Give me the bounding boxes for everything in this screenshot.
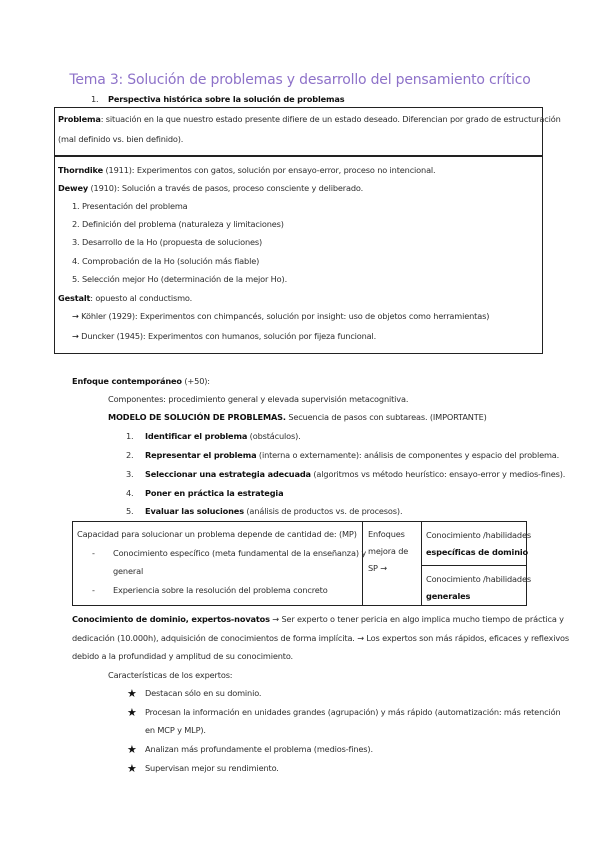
gestalt-text: : opuesto al conductismo. xyxy=(90,293,193,303)
gestalt-line xyxy=(58,293,192,304)
dewey-step: 4. Comprobación de la Ho (solución más fiable) xyxy=(72,256,260,266)
expertos-text: → Ser experto o tener pericia en algo implica mucho tiempo de práctica y xyxy=(269,614,564,624)
modelo-step-term: Poner en práctica la estrategia xyxy=(145,488,284,498)
enfoque-suffix: (+50): xyxy=(181,376,210,386)
star-icon: ★ xyxy=(127,743,137,756)
modelo-step-number: 3. xyxy=(126,469,134,479)
thorndike-term: Thorndike xyxy=(58,165,104,175)
kohler-line xyxy=(72,311,489,322)
problema-term: Problema xyxy=(58,114,101,124)
modelo-step-text: (algoritmos vs método heurístico: ensayo-error y medios-fines). xyxy=(310,469,566,479)
star-icon: ★ xyxy=(127,706,137,719)
problema-line2: (mal definido vs. bien definido). xyxy=(58,134,184,144)
enfoques-text: Enfoques xyxy=(368,529,405,539)
kohler-text: Köhler (1929): Experimentos con chimpancés, solución por insight: uso de objetos como herramientas) xyxy=(81,311,490,321)
dewey-line xyxy=(58,183,363,194)
expertos-line1 xyxy=(72,614,564,625)
table-divider xyxy=(421,565,527,566)
modelo-step xyxy=(145,431,301,442)
modelo-step-term: Identificar el problema xyxy=(145,431,248,441)
modelo-step xyxy=(145,488,283,499)
gestalt-term: Gestalt xyxy=(58,293,91,303)
bullet2-text: Experiencia sobre la resolución del problema concreto xyxy=(113,585,328,595)
enfoque-heading xyxy=(72,376,210,387)
experto-item: Supervisan mejor su rendimiento. xyxy=(145,763,279,773)
modelo-line xyxy=(108,412,487,423)
modelo-step-number: 2. xyxy=(126,450,134,460)
modelo-step-term: Representar el problema xyxy=(145,450,257,460)
dewey-step: 3. Desarrollo de la Ho (propuesta de soluciones) xyxy=(72,237,263,247)
table-divider xyxy=(421,521,422,606)
section-number: 1. xyxy=(91,94,99,104)
duncker-line xyxy=(72,331,376,342)
arrow-icon: → xyxy=(72,311,79,321)
modelo-step-term: Evaluar las soluciones xyxy=(145,506,244,516)
capacidad-text: Capacidad para solucionar un problema depende de cantidad de: (MP) xyxy=(77,529,357,539)
experto-item: Analizan más profundamente el problema (medios-fines). xyxy=(145,744,373,754)
bullet1-cont: general xyxy=(113,566,144,576)
modelo-step xyxy=(145,469,565,480)
arrow-icon: → xyxy=(72,331,79,341)
caracteristicas-heading: Características de los expertos: xyxy=(108,670,233,680)
dewey-text: (1910): Solución a través de pasos, proceso consciente y deliberado. xyxy=(90,183,364,193)
problema-definition: : situación en la que nuestro estado presente difiere de un estado deseado. Diferencian por grado de estructuración xyxy=(100,114,561,124)
generales-term: generales xyxy=(426,591,471,601)
especificas-term: específicas de dominio xyxy=(426,547,529,557)
bullet-dash: - xyxy=(92,548,95,558)
star-icon: ★ xyxy=(127,687,137,700)
dewey-step: 1. Presentación del problema xyxy=(72,201,188,211)
enfoques-text: mejora de xyxy=(368,546,409,556)
modelo-step xyxy=(145,450,559,461)
modelo-term: MODELO DE SOLUCIÓN DE PROBLEMAS. xyxy=(108,412,286,422)
especificas-label: Conocimiento /habilidades xyxy=(426,530,531,540)
problema-line1 xyxy=(58,114,561,125)
dewey-term: Dewey xyxy=(58,183,89,193)
dewey-step: 2. Definición del problema (naturaleza y limitaciones) xyxy=(72,219,284,229)
dewey-step: 5. Selección mejor Ho (determinación de la mejor Ho). xyxy=(72,274,288,284)
modelo-step-number: 4. xyxy=(126,488,134,498)
modelo-step xyxy=(145,506,402,517)
componentes-text: Componentes: procedimiento general y elevada supervisión metacognitiva. xyxy=(108,394,409,404)
experto-item: Procesan la información en unidades grandes (agrupación) y más rápido (automatización: más retención xyxy=(145,707,561,717)
modelo-step-term: Seleccionar una estrategia adecuada xyxy=(145,469,311,479)
page-title: Tema 3: Solución de problemas y desarrollo del pensamiento crítico xyxy=(69,72,531,88)
thorndike-line xyxy=(58,165,436,176)
duncker-text: Duncker (1945): Experimentos con humanos, solución por fijeza funcional. xyxy=(81,331,377,341)
generales-label: Conocimiento /habilidades xyxy=(426,574,531,584)
expertos-line2: dedicación (10.000h), adquisición de conocimientos de forma implícita. → Los expertos son más rápidos, eficaces y reflexivos xyxy=(72,633,569,643)
star-icon: ★ xyxy=(127,762,137,775)
expertos-line3: debido a la profundidad y amplitud de su conocimiento. xyxy=(72,651,293,661)
modelo-step-text: (interna o externamente): análisis de componentes y espacio del problema. xyxy=(256,450,560,460)
modelo-step-text: (obstáculos). xyxy=(247,431,301,441)
thorndike-text: (1911): Experimentos con gatos, solución por ensayo-error, proceso no intencional. xyxy=(105,165,436,175)
modelo-text: Secuencia de pasos con subtareas. (IMPORTANTE) xyxy=(285,412,487,422)
experto-item: Destacan sólo en su dominio. xyxy=(145,688,262,698)
expertos-term: Conocimiento de dominio, expertos-novatos xyxy=(72,614,270,624)
bullet-dash: - xyxy=(92,585,95,595)
experto-item-cont: en MCP y MLP). xyxy=(145,725,206,735)
modelo-step-number: 1. xyxy=(126,431,134,441)
bullet1-text: Conocimiento específico (meta fundamental de la enseñanza) y xyxy=(113,548,367,558)
enfoque-term: Enfoque contemporáneo xyxy=(72,376,182,386)
table-divider xyxy=(362,521,363,606)
modelo-step-text: (análisis de productos vs. de procesos). xyxy=(243,506,403,516)
modelo-step-number: 5. xyxy=(126,506,134,516)
enfoques-text: SP → xyxy=(368,563,387,573)
section-heading: Perspectiva histórica sobre la solución de problemas xyxy=(108,94,345,104)
